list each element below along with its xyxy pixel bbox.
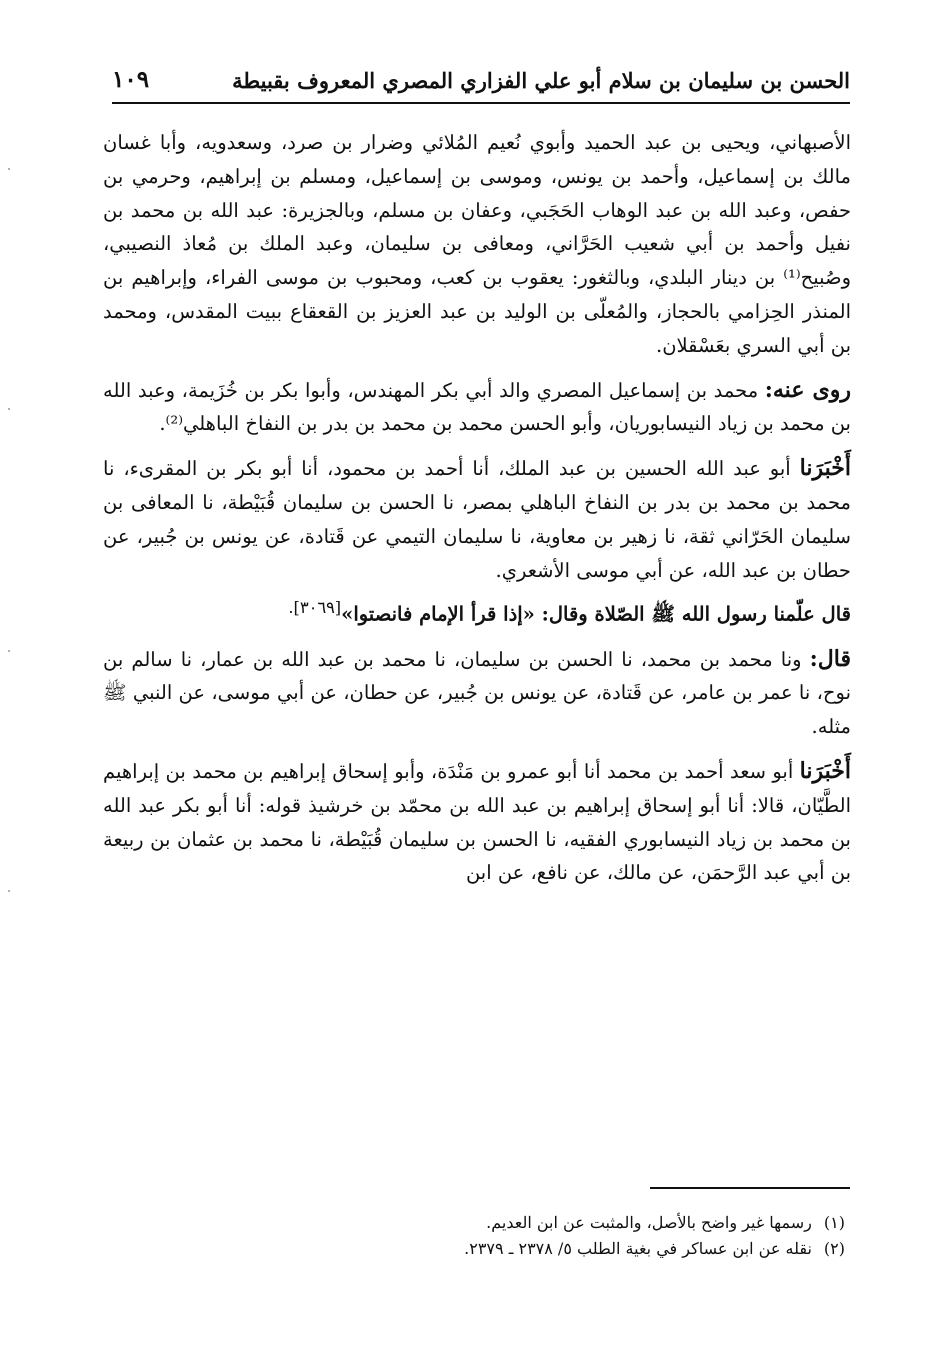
isnad-3-keyword: أَخْبَرَنا	[799, 758, 851, 785]
students-paragraph	[103, 374, 851, 442]
page-number: ١٠٩	[112, 66, 150, 93]
students-keyword: روى عنه:	[764, 376, 851, 403]
footnotes	[105, 1210, 845, 1262]
hadith-reference: [٣٠٦٩].	[288, 598, 342, 618]
isnad-paragraph-3	[103, 755, 851, 890]
isnad-1-text: أبو عبد الله الحسين بن عبد الملك، أنا أحمد بن محمود، أنا أبو بكر بن المقرىء، نا محمد بن محمد بن بدر بن النفاخ الباهلي بمصر، نا الحسن بن سليمان قُبَيْطة، نا المعافى بن سليمان الحَرّاني ثقة، نا زهير بن معاوية، نا سليمان التيمي عن قَتادة، عن يونس بن جُبير، عن حطان بن عبد الله، عن أبي موسى الأشعري.	[103, 457, 851, 582]
page-header	[112, 62, 850, 104]
isnad-2-keyword: قال:	[809, 645, 851, 672]
margin-mark	[8, 650, 10, 652]
margin-mark	[8, 408, 10, 410]
hadith-paragraph	[103, 591, 851, 631]
footnote-2-number: (٢)	[823, 1239, 845, 1258]
main-text	[103, 126, 851, 890]
footnote-1-text: رسمها غير واضح بالأصل، والمثبت عن ابن العديم.	[486, 1213, 812, 1232]
footnote-2	[105, 1236, 845, 1262]
isnad-1-keyword: أَخْبَرَنا	[799, 455, 851, 482]
isnad-3-text: أبو سعد أحمد بن محمد أنا أبو عمرو بن مَنْدَة، وأبو إسحاق إبراهيم بن محمد بن إبراهيم الطَّيّان، قالا: أنا أبو إسحاق إبراهيم بن عبد الله بن محمّد بن خرشيذ قوله: أنا أبو بكر عبد الله بن محمد بن زياد النيسابوري الفقيه، نا الحسن بن سليمان قُبَيْطة، نا محمد بن عثمان بن ربيعة بن أبي عبد الرَّحمَن، عن مالك، عن نافع، عن ابن	[103, 760, 851, 885]
isnad-2-text: ونا محمد بن محمد، نا الحسن بن سليمان، نا محمد بن عبد الله بن عمار، نا سالم بن نوح، نا عمر بن عامر، عن قَتادة، عن يونس بن جُبير، عن حطان، عن أبي موسى، عن النبي ﷺ مثله.	[103, 647, 851, 739]
margin-mark	[8, 890, 10, 892]
hadith-text: قال علّمنا رسول الله ﷺ الصّلاة وقال: «إذا قرأ الإمام فانصتوا»	[341, 602, 851, 626]
isnad-paragraph-2	[103, 643, 851, 744]
footnote-1-number: (١)	[823, 1213, 845, 1232]
footnote-2-text: نقله عن ابن عساكر في بغية الطلب ٥/ ٢٣٧٨ ـ ٢٣٧٩.	[464, 1239, 812, 1258]
footnote-1	[105, 1210, 845, 1236]
isnad-paragraph-1	[103, 452, 851, 587]
margin-mark	[8, 168, 10, 170]
footnote-separator	[650, 1187, 850, 1189]
teachers-paragraph: الأصبهاني، ويحيى بن عبد الحميد وأبوي نُعيم المُلائي وضرار بن صرد، وسعدويه، وأبا غسان مالك بن إسماعيل، وأحمد بن يونس، وموسى بن إسماعيل، ومسلم بن إبراهيم، وحرمي بن حفص، وعبد الله بن عبد الوهاب الحَجَبي، وعفان بن مسلم، وبالجزيرة: عبد الله بن محمد بن نفيل وأحمد بن أبي شعيب الحَرَّاني، ومعافى بن سليمان، وعبد الملك بن مُعاذ النصيبي، وصُبيح⁽¹⁾ بن دينار البلدي، وبالثغور: يعقوب بن كعب، ومحبوب بن موسى الفراء، وإبراهيم بن المنذر الحِزامي بالحجاز، والمُعلّى بن الوليد بن عبد العزيز بن القعقاع ببيت المقدس، ومحمد بن أبي السري بعَسْقلان.	[103, 131, 851, 357]
running-title: الحسن بن سليمان بن سلام أبو علي الفزاري المصري المعروف بقبيطة	[232, 68, 850, 93]
students-text: محمد بن إسماعيل المصري والد أبي بكر المهندس، وأبوا بكر بن خُزَيمة، وعبد الله بن محمد بن زياد النيسابوريان، وأبو الحسن محمد بن محمد بن بدر بن النفاخ الباهلي⁽²⁾.	[103, 378, 851, 436]
